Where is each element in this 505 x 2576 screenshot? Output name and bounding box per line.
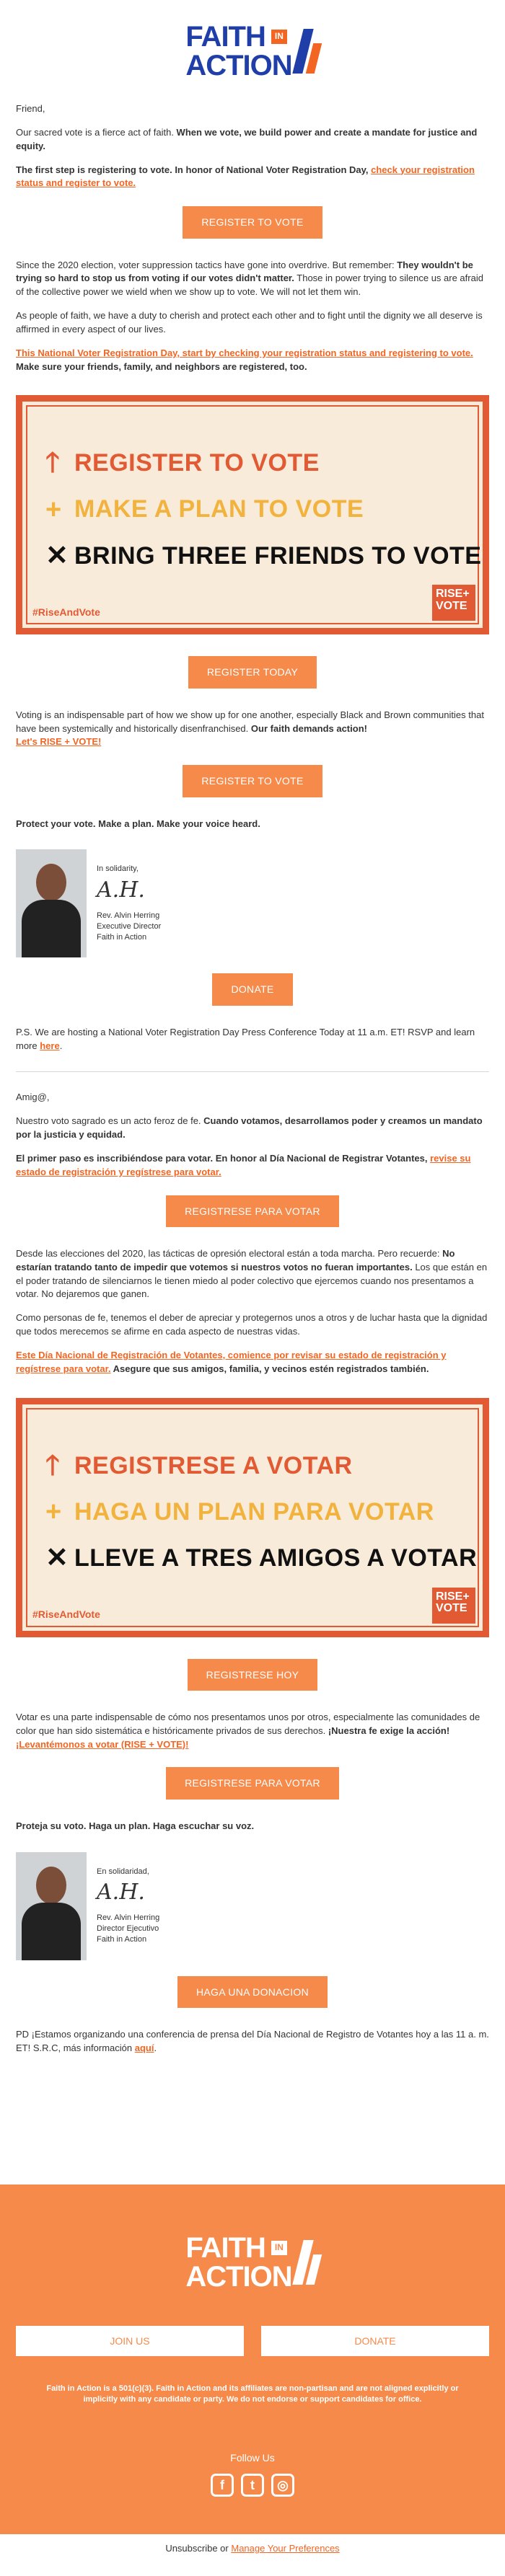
paragraph: El primer paso es inscribiéndose para votar. En honor al Día Nacional de Registrar Votantes, revise su estado de registración y regístrese para votar. <box>16 1152 471 1177</box>
paragraph: Desde las elecciones del 2020, las tácticas de opresión electoral están a toda marcha. Pero recuerde: No estarían tratando tanto de impedir que votemos si nuestros votos no fueran importantes. Los que están en el poder tratando de silenciarnos le tienen miedo al poder colectivo que ejercemos cuando nos presentamos a votar. No dejaremos que ganen. <box>16 1247 488 1300</box>
divider <box>16 1071 489 1072</box>
paragraph: As people of faith, we have a duty to cherish and protect each other and to fight until the dignity we all deserve is affirmed in every aspect of our lives. <box>16 310 483 335</box>
signer-name: Rev. Alvin Herring <box>97 1913 160 1923</box>
avatar <box>16 849 87 957</box>
logo-word-action: ACTION <box>185 50 292 81</box>
manage-preferences-link[interactable]: Manage Your Preferences <box>231 2543 340 2554</box>
signer-title: Director Ejecutivo <box>97 1924 159 1934</box>
spanish-section <box>0 1091 505 2055</box>
avatar <box>16 1852 87 1960</box>
banner-line: + MAKE A PLAN TO VOTE <box>45 490 481 530</box>
hashtag: #RiseAndVote <box>32 606 100 619</box>
logo-word-in: IN <box>271 30 287 43</box>
register-today-button[interactable]: REGISTER TODAY <box>188 656 317 688</box>
signer-org: Faith in Action <box>97 932 147 942</box>
postscript: PD ¡Estamos organizando una conferencia de prensa del Día Nacional de Registro de Votantes hoy a las 11 a. m. ET! S.R.C, más información aquí. <box>16 2028 489 2053</box>
instagram-icon[interactable]: ◎ <box>271 2474 294 2497</box>
register-to-vote-button[interactable]: REGISTER TO VOTE <box>183 765 322 797</box>
email-header <box>0 0 505 102</box>
logo-slash-icon <box>298 29 320 74</box>
rise-and-vote-banner[interactable] <box>16 395 489 634</box>
english-section <box>0 102 505 1053</box>
x-icon: ✕ <box>45 540 69 571</box>
postscript: P.S. We are hosting a National Voter Registration Day Press Conference Today at 11 a.m. ET! RSVP and learn more here. <box>16 1026 475 1051</box>
signature-block <box>16 849 489 957</box>
faith-in-action-logo[interactable] <box>185 2234 319 2291</box>
up-arrow-icon: 🡑 <box>45 448 61 479</box>
rsvp-link[interactable]: aquí <box>134 2042 154 2053</box>
plus-icon: + <box>45 494 62 525</box>
social-links <box>0 2474 505 2497</box>
logo-slash-icon <box>298 2240 320 2285</box>
unsubscribe-line: Unsubscribe or Manage Your Preferences <box>165 2543 340 2554</box>
donate-button[interactable]: HAGA UNA DONACION <box>177 1976 328 2008</box>
legal-disclaimer: Faith in Action is a 501(c)(3). Faith in Action and its affiliates are non-partisan and are not aligned explicitly or implicitly with any candidate or party. We do not endorse or support candidates for office. <box>46 2384 459 2404</box>
register-link[interactable]: revise su estado de registración y regístrese para votar. <box>16 1152 471 1177</box>
signature-block <box>16 1852 489 1960</box>
banner-line: 🡑 REGISTRESE A VOTAR <box>45 1446 477 1486</box>
logo-word-faith: FAITH <box>185 2232 265 2264</box>
paragraph: Este Día Nacional de Registración de Votantes, comience por revisar su estado de registración y regístrese para votar. Asegure que sus amigos, familia, y vecinos estén registrados también. <box>16 1349 447 1374</box>
footer-donate-button[interactable]: DONATE <box>261 2326 489 2356</box>
email-footer <box>0 2185 505 2534</box>
paragraph: Nuestro voto sagrado es un acto feroz de fe. Cuando votamos, desarrollamos poder y creamos un mandato por la justicia y equidad. <box>16 1115 483 1141</box>
donate-button[interactable]: DONATE <box>212 973 292 1005</box>
banner-line: 🡑 REGISTER TO VOTE <box>45 443 481 483</box>
paragraph: Our sacred vote is a fierce act of faith. When we vote, we build power and create a mandate for justice and equity. <box>16 126 478 151</box>
signer-title: Executive Director <box>97 922 162 931</box>
follow-us-label: Follow Us <box>230 2451 275 2464</box>
paragraph: Protect your vote. Make a plan. Make your voice heard. <box>16 818 260 829</box>
logo-word-faith: FAITH <box>185 21 265 53</box>
signer-name: Rev. Alvin Herring <box>97 911 160 921</box>
register-link[interactable]: check your registration status and register to vote. <box>16 164 475 189</box>
register-today-button[interactable]: REGISTRESE HOY <box>188 1659 318 1691</box>
paragraph: This National Voter Registration Day, start by checking your registration status and registering to vote. Make sure your friends, family, and neighbors are registered, too. <box>16 347 473 372</box>
paragraph: Voting is an indispensable part of how we show up for one another, especially Black and Brown communities that have been systemically and historically disenfranchised. Our faith demands action! Let's RISE + VOTE! <box>16 709 484 748</box>
twitter-icon[interactable]: t <box>241 2474 264 2497</box>
check-registration-link[interactable]: This National Voter Registration Day, start by checking your registration status and registering to vote. <box>16 347 473 358</box>
rsvp-link[interactable]: here <box>40 1040 60 1051</box>
paragraph: Proteja su voto. Haga un plan. Haga escuchar su voz. <box>16 1820 255 1831</box>
faith-in-action-logo[interactable] <box>185 22 319 80</box>
paragraph: The first step is registering to vote. In honor of National Voter Registration Day, check your registration status and register to vote. <box>16 164 475 189</box>
register-to-vote-button[interactable]: REGISTER TO VOTE <box>183 206 322 238</box>
signature-image: A.H. <box>97 1880 145 1906</box>
rise-vote-link[interactable]: ¡Levantémonos a votar (RISE + VOTE)! <box>16 1738 189 1750</box>
signer-org: Faith in Action <box>97 1935 147 1944</box>
signoff: In solidarity, <box>97 864 139 874</box>
rise-vote-link[interactable]: Let's RISE + VOTE! <box>16 736 102 748</box>
rise-and-vote-banner[interactable] <box>16 1398 489 1637</box>
greeting: Friend, <box>16 103 45 114</box>
paragraph: Since the 2020 election, voter suppression tactics have gone into overdrive. But remember: They wouldn't be trying so hard to stop us from voting if our votes didn't matter. Those in power trying to silence us are afraid of the collective power we wield when we show up to vote. We will not let them win. <box>16 259 483 298</box>
signature-image: A.H. <box>97 877 145 903</box>
hashtag: #RiseAndVote <box>32 1608 100 1621</box>
join-us-button[interactable]: JOIN US <box>16 2326 244 2356</box>
banner-line: ✕ LLEVE A TRES AMIGOS A VOTAR <box>45 1539 477 1578</box>
register-to-vote-button[interactable]: REGISTRESE PARA VOTAR <box>166 1195 339 1227</box>
register-to-vote-button[interactable]: REGISTRESE PARA VOTAR <box>166 1767 339 1799</box>
logo-word-in: IN <box>271 2241 287 2254</box>
up-arrow-icon: 🡑 <box>45 1450 61 1481</box>
banner-line: ✕ BRING THREE FRIENDS TO VOTE <box>45 536 481 576</box>
check-registration-link[interactable]: Este Día Nacional de Registración de Votantes, comience por revisar su estado de registración y regístrese para votar. <box>16 1349 447 1374</box>
rise-vote-badge: RISE+ VOTE <box>432 1588 475 1624</box>
paragraph: Votar es una parte indispensable de cómo nos presentamos unos por otros, especialmente las comunidades de color que han sido sistemática e históricamente privados de sus derechos. ¡Nuestra fe exige la acción! ¡Levantémonos a votar (RISE + VOTE)! <box>16 1711 480 1750</box>
rise-vote-badge: RISE+ VOTE <box>432 585 475 621</box>
greeting: Amig@, <box>16 1092 50 1103</box>
banner-line: + HAGA UN PLAN PARA VOTAR <box>45 1492 477 1532</box>
x-icon: ✕ <box>45 1542 69 1573</box>
plus-icon: + <box>45 1496 62 1527</box>
logo-word-action: ACTION <box>185 2261 292 2293</box>
facebook-icon[interactable]: f <box>211 2474 234 2497</box>
paragraph: Como personas de fe, tenemos el deber de apreciar y protegernos unos a otros y de luchar hasta que la dignidad que todos merecemos se afirme en cada aspecto de nuestras vidas. <box>16 1312 488 1337</box>
signoff: En solidaridad, <box>97 1867 149 1876</box>
